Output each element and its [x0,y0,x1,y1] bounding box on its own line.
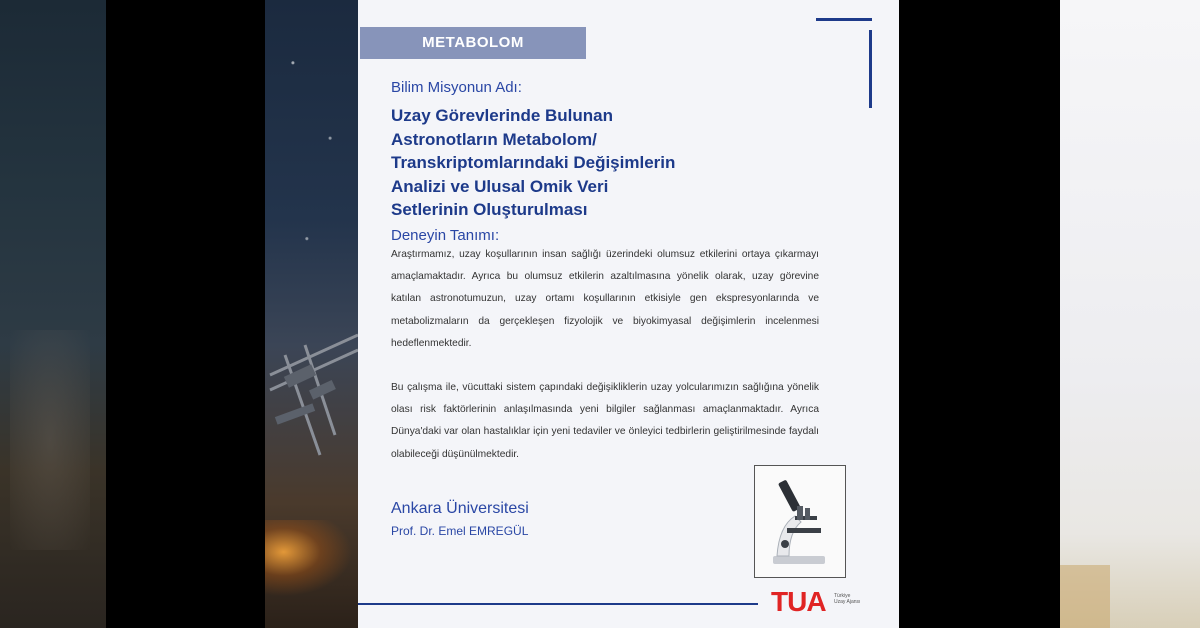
mission-label: Bilim Misyonun Adı: [391,79,522,96]
mission-title-line: Astronotların Metabolom/ [391,129,597,149]
space-station-icon [265,315,358,465]
microscope-icon [755,466,845,577]
logo-subtitle-line: Türkiye [834,593,851,599]
category-tag: METABOLOM [360,27,586,59]
mission-title-line: Uzay Görevlerinde Bulunan [391,106,613,125]
earth-light-glow [265,520,358,600]
info-card [265,0,899,628]
logo-subtitle-line: Uzay Ajansı [834,599,861,605]
mission-title [391,104,811,222]
microscope-frame [754,465,846,578]
mission-title-line: Setlerinin Oluşturulması [391,200,588,219]
description-paragraph-2: Bu çalışma ile, vücuttaki sistem çapındaki değişikliklerin uzay yolcularımızın sağlığına yönelik olası risk faktörlerinin anlaşılmasında yeni bilgiler sağlanması amaçlanmaktadır. Ayrıca Dünya'daki var olan hastalıklar için yeni tedaviler ve önleyici tedbirlerin geliştirilmesinde faydalı olabileceği düşünülmektedir. [391,382,819,460]
professor-name: Prof. Dr. Emel EMREGÜL [391,524,529,538]
space-station-image [265,0,358,628]
logo-text: TUA [771,586,826,617]
logo-subtitle [834,593,864,605]
blurred-background-left [0,0,106,628]
corner-accent-vertical [869,30,872,108]
description-label: Deneyin Tanımı: [391,227,500,244]
university-name: Ankara Üniversitesi [391,500,529,517]
blurred-background-right [1060,0,1200,628]
corner-accent-horizontal [816,18,872,21]
mission-title-line: Transkriptomlarındaki Değişimlerin [391,153,676,172]
mission-title-line: Analizi ve Ulusal Omik Veri [391,176,609,196]
description-paragraph-1: Araştırmamız, uzay koşullarının insan sağlığı üzerindeki olumsuz etkilerini ortaya çıkarmayı amaçlamaktadır. Ayrıca bu olumsuz etkilerin azaltılmasına yönelik olarak, uzay görevine katılan astronotumuzun, uzay ortamı koşullarının etkisiyle gen ekspresyonlarında ve metabolizmaların da gerçekleşen fizyolojik ve biyokimyasal değişimlerin incelenmesi hedeflenmektedir. [391,249,819,349]
tua-logo [771,586,861,618]
bottom-divider [358,603,758,605]
